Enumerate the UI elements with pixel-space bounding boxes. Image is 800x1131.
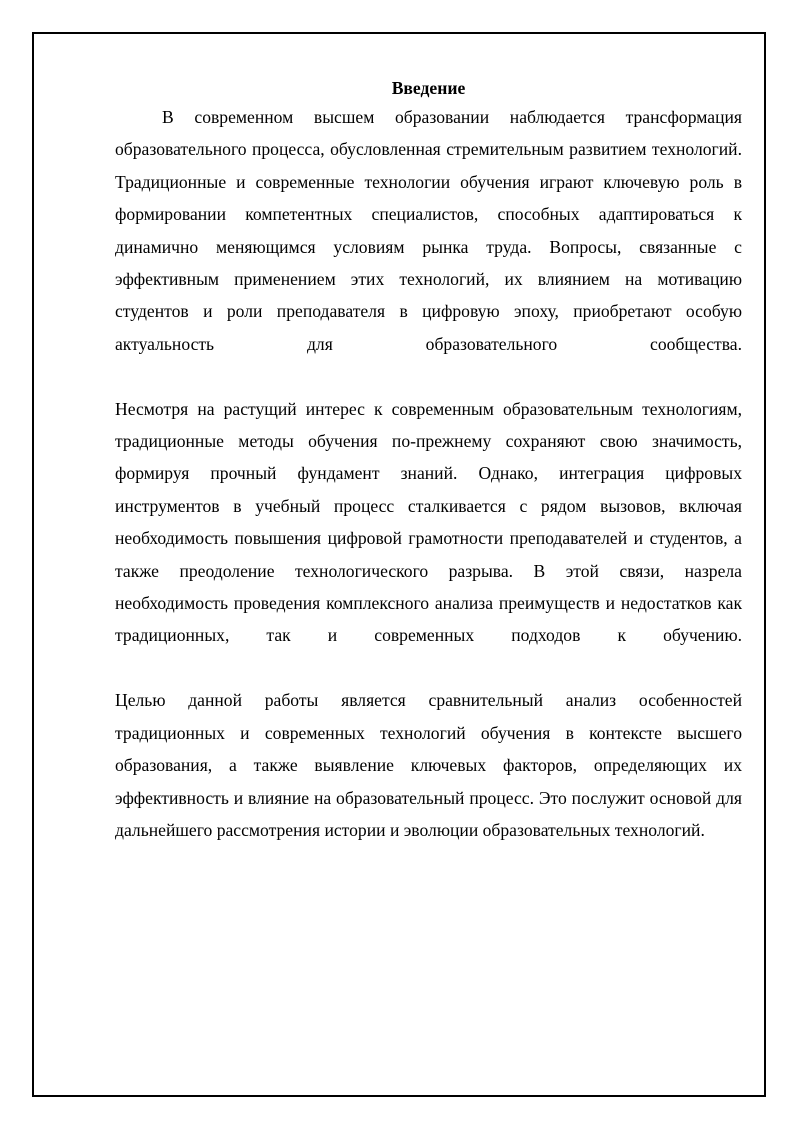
paragraph-spacer: [115, 360, 742, 392]
paragraph-3: Целью данной работы является сравнительный анализ особенностей традиционных и современных технологий обучения в контексте высшего образования, а также выявление ключевых факторов, определяющих их эффективность и влияние на образовательный процесс. Это послужит основой для дальнейшего рассмотрения истории и эволюции образовательных технологий.: [115, 690, 742, 840]
paragraph-1: В современном высшем образовании наблюдается трансформация образовательного процесса, обусловленная стремительным развитием технологий. Традиционные и современные технологии обучения играют ключевую роль в формировании компетентных специалистов, способных адаптироваться к динамично меняющимся условиям рынка труда. Вопросы, связанные с эффективным применением этих технологий, их влиянием на мотивацию студентов и роли преподавателя в цифровую эпоху, приобретают особую актуальность для образовательного сообщества.: [115, 107, 742, 354]
paragraph-spacer: [115, 652, 742, 684]
document-body: [115, 76, 742, 846]
paragraph-2: Несмотря на растущий интерес к современным образовательным технологиям, традиционные методы обучения по-прежнему сохраняют свою значимость, формируя прочный фундамент знаний. Однако, интеграция цифровых инструментов в учебный процесс сталкивается с рядом вызовов, включая необходимость повышения цифровой грамотности преподавателей и студентов, а также преодоление технологического разрыва. В этой связи, назрела необходимость проведения комплексного анализа преимуществ и недостатков как традиционных, так и современных подходов к обучению.: [115, 398, 742, 646]
section-title: Введение: [391, 78, 466, 98]
